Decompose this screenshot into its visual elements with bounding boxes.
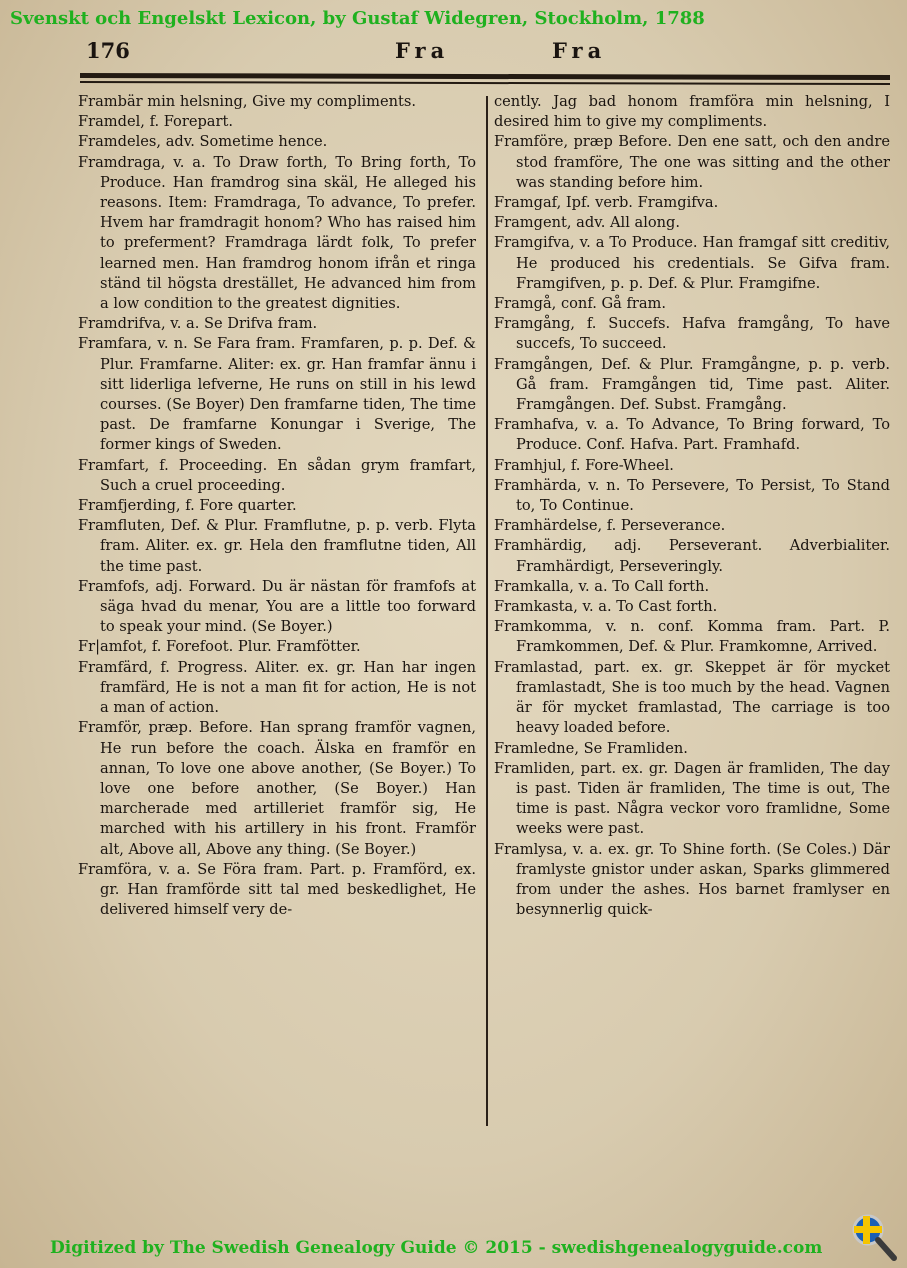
dictionary-entry: Framkomma, v. n. conf. Komma fram. Part. P. Framkommen, Def. & Plur. Framkomne, Arrived.: [494, 618, 890, 656]
dictionary-entry: Framfart, f. Proceeding. En sådan grym framfart, Such a cruel proceeding.: [78, 456, 476, 494]
dictionary-entry: Framkalla, v. a. To Call forth.: [494, 577, 710, 595]
dictionary-entry: Framgent, adv. All along.: [494, 214, 681, 232]
dictionary-entry: Framfluten, Def. & Plur. Framflutne, p. p. verb. Flyta fram. Aliter. ex. gr. Hela den framflutne tiden, All the time past.: [78, 517, 476, 575]
dictionary-entry: Framgång, f. Succefs. Hafva framgång, To have succefs, To succeed.: [494, 315, 890, 353]
dictionary-entry: Framhärdig, adj. Perseverant. Adverbialiter. Framhärdigt, Perseveringly.: [494, 537, 890, 575]
dictionary-entry: Framför, præp. Before. Han sprang framför vagnen, He run before the coach. Älska en framför en annan, To love one above another, (Se Boyer.) To love one before another, (Se Boyer.) Han marcherade med artilleriet framför sig, He marched with his artillery in his front. Framför alt, Above all, Above any thing. (Se Boyer.): [78, 719, 476, 858]
running-header: [0, 34, 907, 66]
dictionary-entry: Framhjul, f. Fore-Wheel.: [494, 456, 674, 474]
dictionary-entry: Framgifva, v. a To Produce. Han framgaf sitt creditiv, He produced his credentials. Se Gifva fram. Framgifven, p. p. Def. & Plur. Framgifne.: [494, 234, 890, 292]
digitizer-credit: Digitized by The Swedish Genealogy Guide © 2015 - swedishgenealogyguide.com: [50, 1238, 823, 1258]
dictionary-entry: Framledne, Se Framliden.: [494, 739, 688, 757]
header-rule-thick: [80, 73, 890, 80]
dictionary-entry: Frambär min helsning, Give my compliments.: [78, 93, 417, 110]
dictionary-entry: Fr|amfot, f. Forefoot. Plur. Framfötter.: [78, 638, 361, 656]
dictionary-entry: Framkasta, v. a. To Cast forth.: [494, 598, 718, 616]
dictionary-entry: Framhärda, v. n. To Persevere, To Persist, To Stand to, To Continue.: [494, 476, 890, 515]
left-column: [78, 92, 476, 1132]
dictionary-entry: Framgaf, Ipf. verb. Framgifva.: [494, 194, 719, 212]
right-column: [494, 92, 890, 1162]
dictionary-entry: cently. Jag bad honom framföra min helsning, I desired him to give my compliments.: [494, 93, 890, 131]
dictionary-entry: Framhärdelse, f. Perseverance.: [494, 517, 726, 535]
dictionary-entry: Framdrifva, v. a. Se Drifva fram.: [78, 315, 318, 333]
dictionary-entry: Framföra, v. a. Se Föra fram. Part. p. Framförd, ex. gr. Han framförde sitt tal med beskedlighet, He delivered himself very de-: [78, 860, 476, 919]
page-number: 176: [86, 38, 130, 63]
dictionary-entry: Framfjerding, f. Fore quarter.: [78, 497, 297, 515]
dictionary-entry: Framgången, Def. & Plur. Framgångne, p. p. verb. Gå fram. Framgången tid, Time past. Aliter. Framgången. Def. Subst. Framgång.: [494, 355, 890, 414]
dictionary-entry: Framdeles, adv. Sometime hence.: [78, 133, 328, 151]
dictionary-entry: Framhafva, v. a. To Advance, To Bring forward, To Produce. Conf. Hafva. Part. Framhafd.: [494, 416, 890, 454]
dictionary-entry: Framlastad, part. ex. gr. Skeppet är för mycket framlastadt, She is too much by the head. Vagnen är för mycket framlastad, The carriage is too heavy loaded before.: [494, 658, 890, 737]
dictionary-entry: Framgå, conf. Gå fram.: [494, 295, 667, 313]
header-right-guide-word: Fra: [552, 38, 607, 63]
dictionary-entry: Framfofs, adj. Forward. Du är nästan för framfofs at säga hvad du menar, You are a little too forward to speak your mind. (Se Boyer.): [78, 577, 476, 636]
dictionary-entry: Framdraga, v. a. To Draw forth, To Bring forth, To Produce. Han framdrog sina skäl, He alleged his reasons. Item: Framdraga, To advance, To prefer. Hvem har framdragit honom? Who has raised him to preferment? Framdraga lärdt folk, To prefer learned men. Han framdrog honom ifrån et ringa ständ til högsta drestället, He advanced him from a low condition to the greatest dignities.: [78, 153, 476, 313]
dictionary-entry: Framlysa, v. a. ex. gr. To Shine forth. (Se Coles.) Där framlyste gnistor under askan, Sparks glimmered from under the ashes. Hos barnet framlyser en besynnerlig quick-: [494, 840, 890, 919]
column-divider: [486, 96, 488, 1126]
header-left-guide-word: Fra: [395, 38, 450, 63]
source-banner: Svenskt och Engelskt Lexicon, by Gustaf Widegren, Stockholm, 1788: [10, 8, 705, 29]
dictionary-entry: Framfara, v. n. Se Fara fram. Framfaren, p. p. Def. & Plur. Framfarne. Aliter: ex. gr. Han framfar ännu i sitt liderliga lefverne, He runs on still in his lewd courses. (Se Boyer) Den framfarne tiden, The time past. De framfarne Konungar i Sverige, The former kings of Sweden.: [78, 335, 476, 454]
header-rule-thin: [80, 81, 890, 85]
dictionary-entry: Framdel, f. Forepart.: [78, 113, 233, 131]
swedish-flag-magnifier-icon[interactable]: [850, 1212, 900, 1264]
dictionary-entry: Framföre, præp Before. Den ene satt, och den andre stod framföre, The one was sitting and the other was standing before him.: [494, 133, 890, 191]
dictionary-entry: Framfärd, f. Progress. Aliter. ex. gr. Han har ingen framfärd, He is not a man fit for action, He is not a man of action.: [78, 658, 476, 717]
dictionary-entry: Framliden, part. ex. gr. Dagen är framliden, The day is past. Tiden är framliden, The time is out, The time is past. Några veckor voro framlidne, Some weeks were past.: [494, 759, 890, 838]
